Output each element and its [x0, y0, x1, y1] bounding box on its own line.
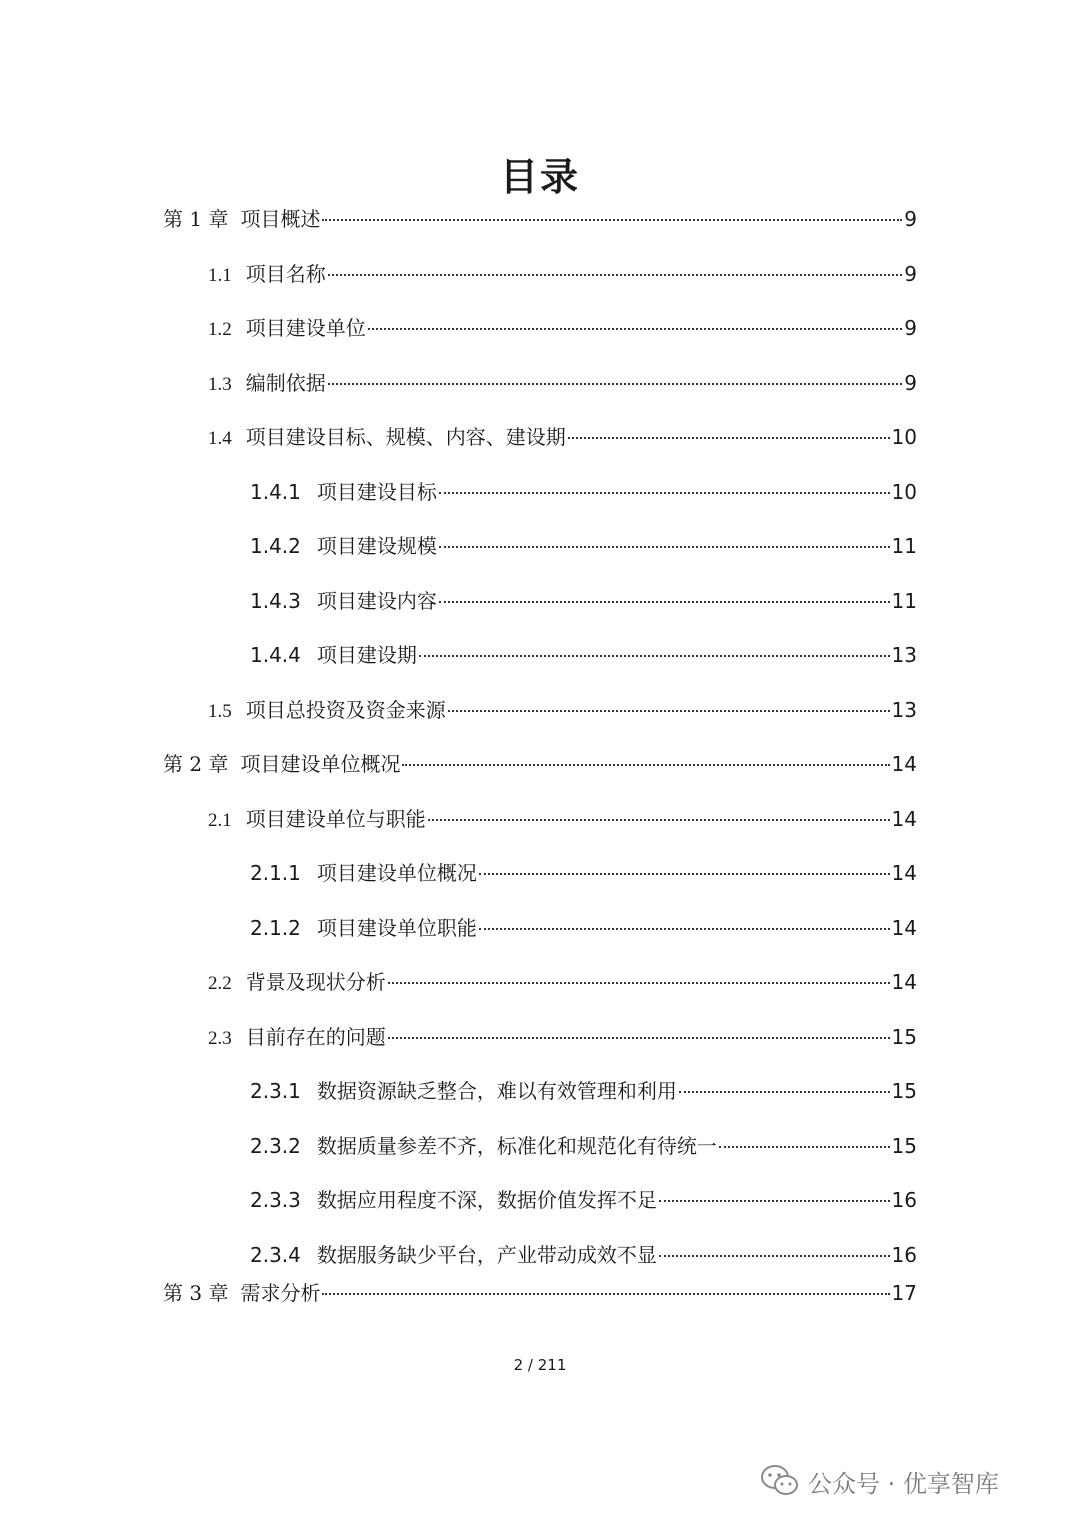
toc-entry[interactable]: [208, 694, 917, 726]
toc-dot-leader: [439, 546, 890, 548]
toc-dot-leader: [719, 1146, 890, 1148]
toc-entry-title: 项目建设内容: [316, 589, 437, 613]
toc-entry-page: 9: [904, 207, 917, 231]
toc-entry-title: 项目建设单位职能: [316, 916, 477, 940]
toc-entry-title: 项目建设单位与职能: [245, 807, 426, 831]
toc-entry[interactable]: [250, 639, 917, 671]
toc-entry[interactable]: [208, 367, 917, 399]
toc-dot-leader: [448, 710, 890, 712]
toc-entry-page: 9: [904, 316, 917, 340]
toc-dot-leader: [659, 1255, 890, 1257]
toc-dot-leader: [659, 1200, 890, 1202]
toc-dot-leader: [439, 601, 890, 603]
toc-entry-number: 1.4.1: [250, 480, 301, 504]
toc-dot-leader: [479, 873, 890, 875]
toc-entry-number: 2.2: [208, 973, 232, 994]
toc-entry[interactable]: [250, 857, 917, 889]
toc-entry-number: 2.3.2: [250, 1134, 301, 1158]
toc-entry-number: 1.2: [208, 319, 232, 340]
toc-entry-title: 背景及现状分析: [245, 970, 386, 994]
toc-entry-number: 第 1 章: [163, 207, 229, 231]
toc-entry-page: 14: [891, 970, 917, 994]
toc-entry-title: 数据应用程度不深，数据价值发挥不足: [316, 1188, 657, 1212]
toc-entry-title: 数据服务缺少平台，产业带动成效不显: [316, 1243, 657, 1267]
toc-entry[interactable]: [250, 912, 917, 944]
toc-entry-number: 2.3: [208, 1028, 232, 1049]
toc-entry-page: 14: [891, 916, 917, 940]
toc-entry[interactable]: [250, 585, 917, 617]
toc-entry[interactable]: [208, 966, 917, 998]
toc-entry[interactable]: [250, 1130, 917, 1162]
toc-entry-title: 编制依据: [245, 371, 326, 395]
toc-entry[interactable]: [208, 1021, 917, 1053]
toc-entry-page: 13: [891, 698, 917, 722]
toc-entry-page: 9: [904, 262, 917, 286]
toc-entry[interactable]: [163, 203, 917, 235]
toc-entry-title: 数据资源缺乏整合，难以有效管理和利用: [316, 1079, 677, 1103]
toc-entry-number: 2.3.3: [250, 1188, 301, 1212]
toc-entry-number: 1.4.3: [250, 589, 301, 613]
toc-dot-leader: [388, 982, 890, 984]
toc-dot-leader: [428, 819, 890, 821]
toc-dot-leader: [419, 655, 890, 657]
toc-dot-leader: [322, 1293, 889, 1295]
page-number-footer: 2 / 211: [513, 1356, 567, 1374]
toc-entry-title: 项目建设单位概况: [316, 861, 477, 885]
toc-entry-title: 项目建设目标: [316, 480, 437, 504]
toc-entry-page: 11: [891, 534, 917, 558]
toc-entry-page: 14: [891, 861, 917, 885]
toc-entry-title: 项目建设目标、规模、内容、建设期: [245, 425, 566, 449]
toc-entry-title: 数据质量参差不齐，标准化和规范化有待统一: [316, 1134, 717, 1158]
toc-entry-title: 项目建设期: [316, 643, 417, 667]
toc-entry-number: 2.3.1: [250, 1079, 301, 1103]
toc-entry-page: 11: [891, 589, 917, 613]
toc-entry[interactable]: [163, 748, 917, 780]
toc-entry-title: 项目概述: [240, 207, 321, 231]
toc-entry-number: 1.4: [208, 428, 232, 449]
toc-entry-page: 16: [891, 1243, 917, 1267]
toc-entry-number: 2.3.4: [250, 1243, 301, 1267]
toc-entry-page: 16: [891, 1188, 917, 1212]
wechat-icon: [760, 1464, 800, 1498]
toc-entry-number: 2.1: [208, 810, 232, 831]
toc-entry-number: 第 3 章: [163, 1281, 229, 1305]
toc-entry-number: 2.1.2: [250, 916, 301, 940]
watermark-text: 公众号 · 优享智库: [808, 1469, 999, 1498]
toc-entry-number: 1.4.2: [250, 534, 301, 558]
toc-entry-page: 14: [891, 752, 917, 776]
toc-dot-leader: [328, 274, 903, 276]
toc-entry[interactable]: [250, 1239, 917, 1271]
toc-entry[interactable]: [250, 1075, 917, 1107]
toc-entry-number: 2.1.1: [250, 861, 301, 885]
toc-entry[interactable]: [163, 1277, 917, 1309]
watermark: [760, 1459, 999, 1503]
toc-dot-leader: [679, 1091, 890, 1093]
toc-dot-leader: [568, 437, 890, 439]
toc-entry-title: 项目建设单位概况: [240, 752, 401, 776]
toc-dot-leader: [328, 383, 903, 385]
toc-entry-title: 需求分析: [240, 1281, 321, 1305]
toc-entry[interactable]: [208, 421, 917, 453]
toc-dot-leader: [388, 1037, 890, 1039]
toc-entry[interactable]: [250, 476, 917, 508]
toc-dot-leader: [479, 928, 890, 930]
toc-entry-number: 1.4.4: [250, 643, 301, 667]
page-title: 目录: [499, 155, 580, 199]
toc-entry-page: 14: [891, 807, 917, 831]
toc-entry-title: 项目总投资及资金来源: [245, 698, 446, 722]
toc-entry-title: 目前存在的问题: [245, 1025, 386, 1049]
toc-entry[interactable]: [250, 1184, 917, 1216]
toc-entry-number: 第 2 章: [163, 752, 229, 776]
toc-entry-page: 9: [904, 371, 917, 395]
toc-entry-page: 15: [891, 1079, 917, 1103]
toc-entry-page: 13: [891, 643, 917, 667]
toc-entry[interactable]: [208, 312, 917, 344]
toc-entry-number: 1.3: [208, 374, 232, 395]
toc-entry-number: 1.5: [208, 701, 232, 722]
toc-entry-page: 15: [891, 1134, 917, 1158]
toc-entry-title: 项目建设单位: [245, 316, 366, 340]
toc-entry[interactable]: [250, 530, 917, 562]
toc-dot-leader: [402, 764, 889, 766]
toc-entry[interactable]: [208, 258, 917, 290]
toc-dot-leader: [368, 328, 903, 330]
toc-dot-leader: [322, 219, 902, 221]
toc-entry-page: 17: [891, 1281, 917, 1305]
toc-entry-number: 1.1: [208, 265, 232, 286]
toc-dot-leader: [439, 492, 890, 494]
toc-entry-page: 10: [891, 480, 917, 504]
toc-entry-page: 10: [891, 425, 917, 449]
toc-entry-title: 项目名称: [245, 262, 326, 286]
toc-entry-title: 项目建设规模: [316, 534, 437, 558]
toc-entry-page: 15: [891, 1025, 917, 1049]
toc-entry[interactable]: [208, 803, 917, 835]
